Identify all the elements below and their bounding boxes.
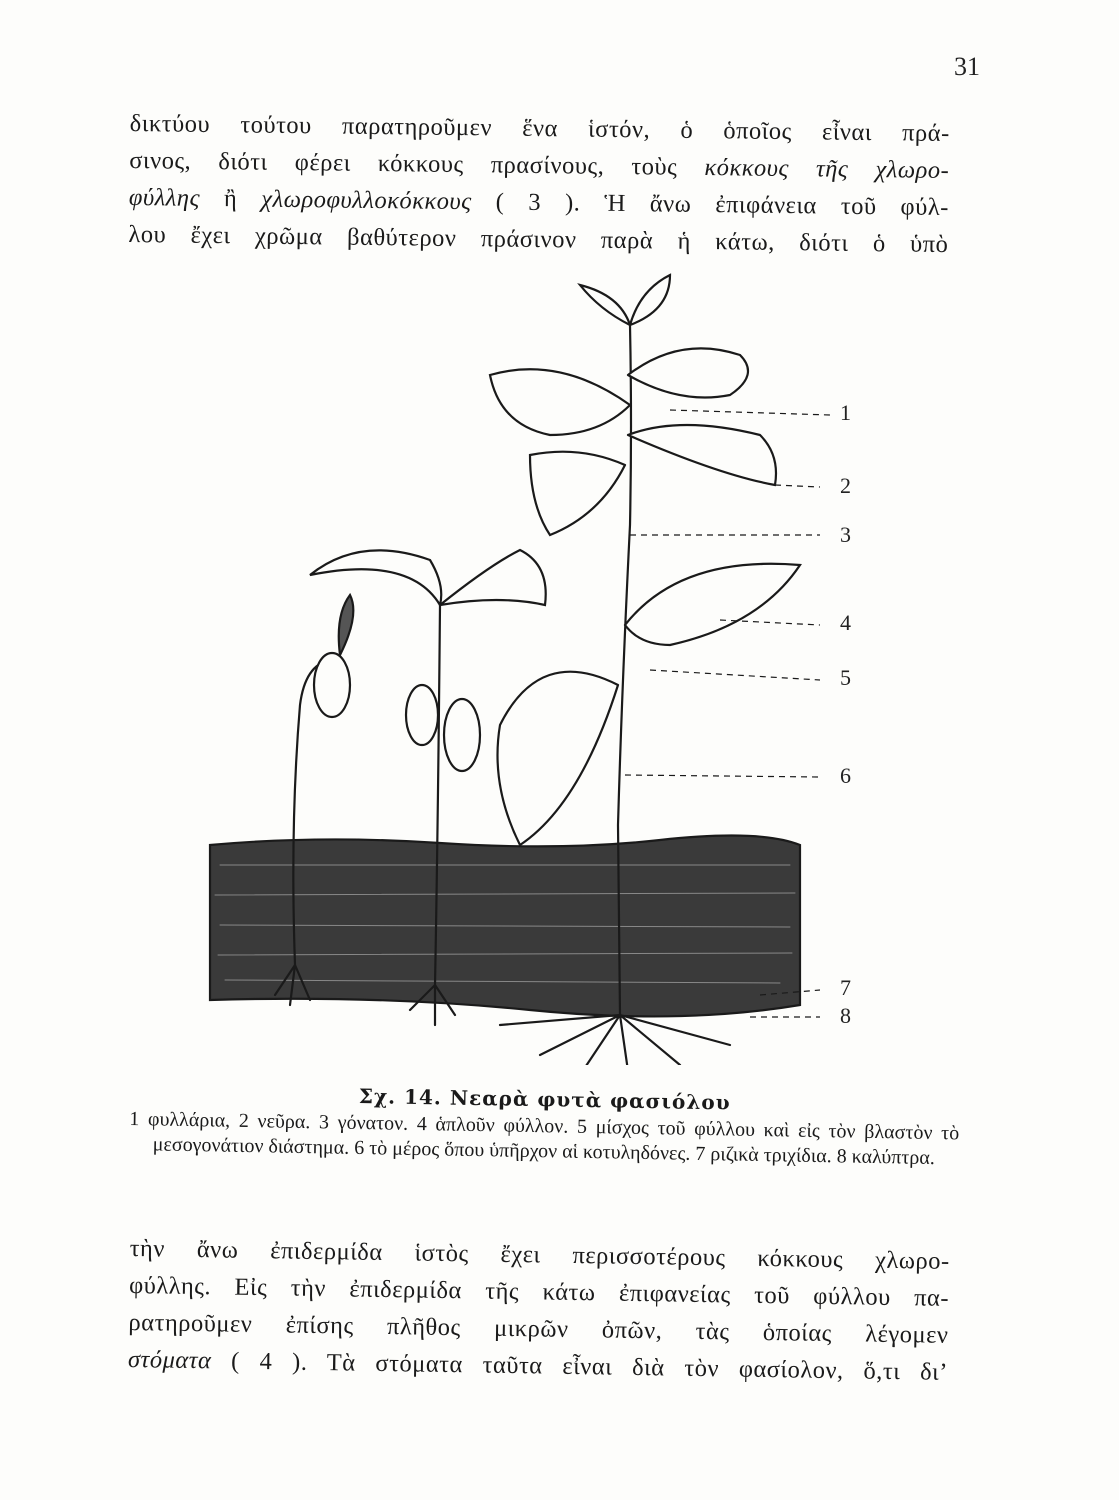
figure-label-3: 3: [840, 522, 851, 547]
italic-term: κόκκους τῆς χλωρο-: [704, 154, 950, 185]
top-paragraph: [128, 105, 950, 263]
text-line: φύλλης. Εἰς τὴν ἐπιδερμίδα τῆς κάτω ἐπιφανείας τοῦ φύλλου πα-: [128, 1271, 950, 1312]
text-span: σινος, διότι φέρει κόκκους πρασίνους, τοὺς: [129, 146, 678, 181]
italic-term: χλωροφυλλοκόκκους: [261, 185, 472, 216]
italic-term: στόματα: [127, 1345, 212, 1375]
text-span: ( 4 ). Τὰ στόματα ταῦτα εἶναι διὰ τὸν φασίολον, ὅ,τι δι’: [230, 1347, 949, 1386]
figure-caption: [129, 1080, 960, 1171]
figure-label-7: 7: [840, 975, 851, 1000]
text-line: ρατηροῦμεν ἐπίσης πλῆθος μικρῶν ὀπῶν, τὰς ὁποίας λέγομεν: [128, 1308, 949, 1349]
figure-label-5: 5: [840, 665, 851, 690]
bottom-paragraph: [128, 1230, 950, 1391]
text-line: τὴν ἄνω ἐπιδερμίδα ἱστὸς ἔχει περισσοτέρους κόκκους χλωρο-: [129, 1234, 950, 1275]
text-span: ἢ: [223, 185, 238, 213]
text-span: ( 3 ). Ἡ ἄνω ἐπιφάνεια τοῦ φύλ-: [495, 188, 949, 222]
figure-label-6: 6: [840, 763, 851, 788]
figure-label-2: 2: [840, 473, 851, 498]
illustration-svg: [200, 265, 900, 1065]
figure-label-1: 1: [840, 400, 851, 425]
italic-term: φύλλης: [128, 183, 201, 212]
bean-plants-illustration: [200, 265, 900, 1065]
page-number: 31: [954, 52, 980, 81]
caption-body: 1 φυλλάρια, 2 νεῦρα. 3 γόνατον. 4 ἁπλοῦν φύλλον. 5 μίσχος τοῦ φύλλου καὶ εἰς τὸν βλαστὸν τὸ μεσογονάτιον διάστημα. 6 τὸ μέρος ὅπου ὑπῆρχον αἱ κοτυληδόνες. 7 ριζικὰ τριχίδια. 8 καλύπτρα.: [129, 1107, 960, 1170]
figure-label-8: 8: [840, 1003, 851, 1028]
figure-label-4: 4: [840, 610, 851, 635]
caption-title: Σχ. 14. Νεαρὰ φυτὰ φασιόλου: [358, 1083, 731, 1115]
text-line: δικτύου τούτου παρατηροῦμεν ἕνα ἱστόν, ὁ ὁποῖος εἶναι πρά-: [129, 109, 950, 148]
text-line: λου ἔχει χρῶμα βαθύτερον πράσινον παρὰ ἡ κάτω, διότι ὁ ὑπὸ: [128, 220, 949, 259]
